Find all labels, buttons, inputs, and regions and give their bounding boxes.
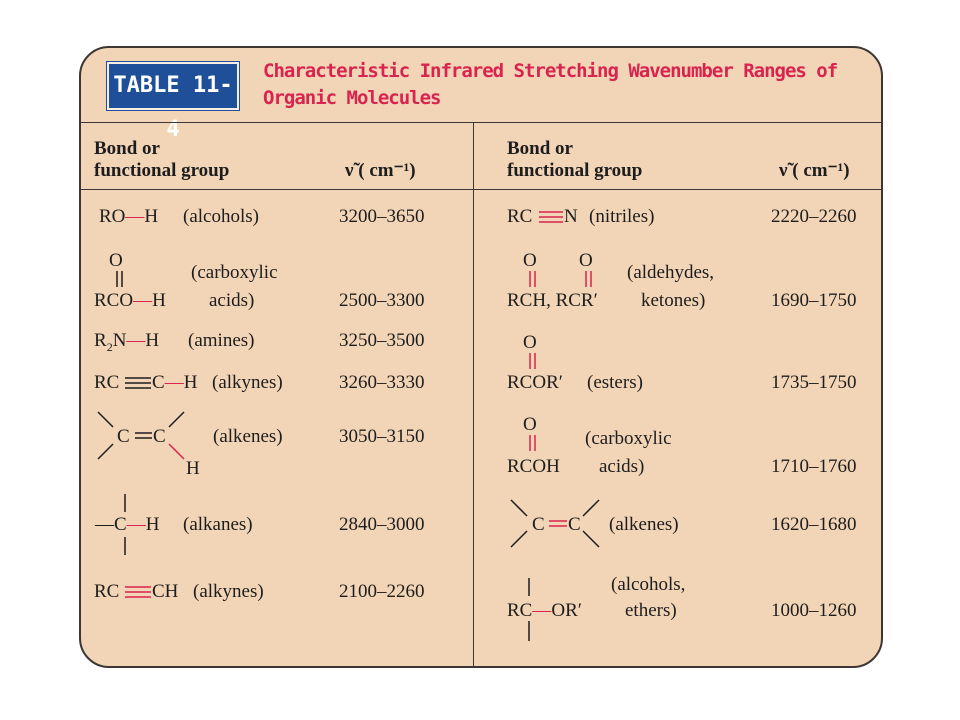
left-row-5-c1: C <box>117 426 130 447</box>
column-divider <box>473 122 474 666</box>
right-row-4-label-1: (carboxylic <box>585 428 672 449</box>
right-row-1-rc: RC <box>507 206 533 227</box>
left-row-6-formula: —C—H <box>95 514 160 535</box>
right-header-bond-2: functional group <box>507 160 643 181</box>
left-row-2-label-1: (carboxylic <box>191 262 278 283</box>
left-row-4-rc: RC <box>94 372 120 393</box>
right-row-6-formula: RC—OR′ <box>507 600 582 621</box>
left-row-1-range: 3200–3650 <box>339 206 425 227</box>
right-row-6-structure <box>81 48 82 49</box>
right-row-3-label: (esters) <box>587 372 643 393</box>
left-row-7-rc: RC <box>94 581 120 602</box>
left-row-1-label: (alcohols) <box>183 206 259 227</box>
left-row-2-oxygen: O <box>109 250 123 271</box>
left-row-3-formula: $R_2N—H$ <box>94 330 160 354</box>
table-number-badge: TABLE 11-4 <box>107 62 239 110</box>
left-row-7-range: 2100–2260 <box>339 581 425 602</box>
right-row-2-label-2: ketones) <box>641 290 706 311</box>
left-header-wavenumber: ν̃ ( cm⁻¹) <box>345 160 416 181</box>
right-row-2-oxygen-2: O <box>579 250 593 271</box>
right-row-2-oxygen-1: O <box>523 250 537 271</box>
caption-line-1: Characteristic Infrared Stretching Wavenumber Ranges of <box>263 60 838 82</box>
left-row-2-label-2: acids) <box>209 290 255 311</box>
right-row-6-label-2: ethers) <box>625 600 677 621</box>
left-row-2-formula: RCO—H <box>94 290 166 311</box>
right-row-5-c2: C <box>568 514 581 535</box>
right-row-5-label: (alkenes) <box>609 514 679 535</box>
left-row-4-ch: C—H <box>152 372 198 393</box>
right-row-2-label-1: (aldehydes, <box>627 262 715 283</box>
right-row-3-formula: RCOR′ <box>507 372 563 393</box>
right-row-1-range: 2220–2260 <box>771 206 857 227</box>
right-row-1-label: (nitriles) <box>589 206 655 227</box>
left-row-5-range: 3050–3150 <box>339 426 425 447</box>
right-row-4-label-2: acids) <box>599 456 645 477</box>
right-row-3-range: 1735–1750 <box>771 372 857 393</box>
right-row-6-label-1: (alcohols, <box>611 574 686 595</box>
left-row-6-range: 2840–3000 <box>339 514 425 535</box>
right-header-wavenumber: ν̃ ( cm⁻¹) <box>779 160 850 181</box>
left-row-5-label: (alkenes) <box>213 426 283 447</box>
right-row-2-formula: RCH, RCR′ <box>507 290 598 311</box>
left-row-6-label: (alkanes) <box>183 514 253 535</box>
left-row-1-formula: RO—H <box>99 206 159 227</box>
table-caption <box>263 58 838 112</box>
left-row-7-ch: CH <box>152 581 179 602</box>
right-row-4-formula: RCOH <box>507 456 560 477</box>
caption-line-2: Organic Molecules <box>263 87 441 109</box>
right-row-6-range: 1000–1260 <box>771 600 857 621</box>
right-row-5-range: 1620–1680 <box>771 514 857 535</box>
left-row-4-label: (alkynes) <box>212 372 283 393</box>
right-row-4-range: 1710–1760 <box>771 456 857 477</box>
right-row-2-range: 1690–1750 <box>771 290 857 311</box>
header-top-rule <box>81 122 881 123</box>
right-row-5-c1: C <box>532 514 545 535</box>
left-row-3-range: 3250–3500 <box>339 330 425 351</box>
right-header-bond-1: Bond or <box>507 138 573 159</box>
left-row-5-h: H <box>186 458 200 479</box>
header-bottom-rule <box>81 189 881 190</box>
left-row-5-c2: C <box>153 426 166 447</box>
left-header-bond-2: functional group <box>94 160 230 181</box>
right-row-4-oxygen: O <box>523 414 537 435</box>
right-row-1-n: N <box>564 206 578 227</box>
left-header-bond-1: Bond or <box>94 138 160 159</box>
left-row-4-range: 3260–3330 <box>339 372 425 393</box>
left-row-7-label: (alkynes) <box>193 581 264 602</box>
right-row-3-oxygen: O <box>523 332 537 353</box>
left-row-2-range: 2500–3300 <box>339 290 425 311</box>
left-row-3-label: (amines) <box>188 330 255 351</box>
ir-table-card <box>79 46 883 668</box>
